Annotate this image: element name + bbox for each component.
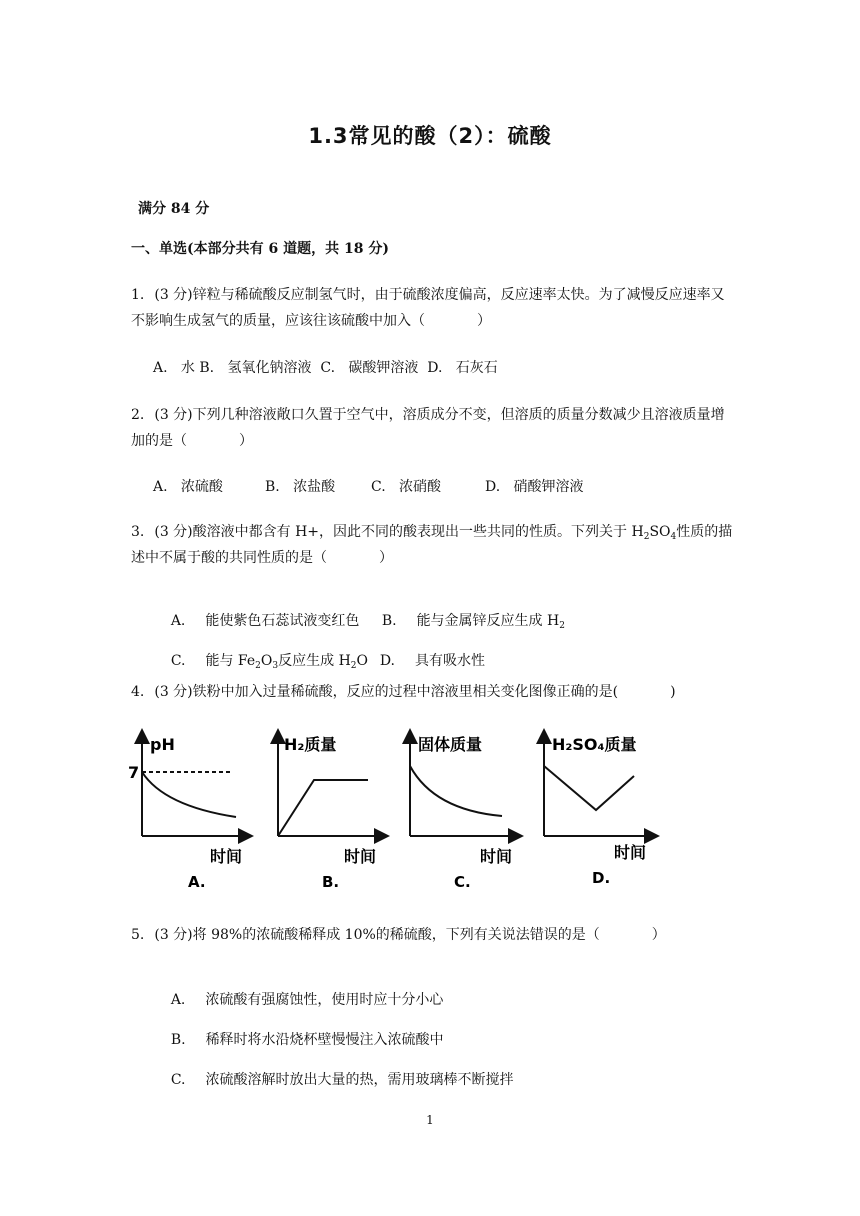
option-text: O [356, 653, 369, 669]
close-paren: ） [239, 433, 253, 449]
graph-d-xlabel: 时间 [614, 843, 647, 862]
page-title: 1.3常见的酸（2）：硫酸 [308, 124, 552, 148]
option-label: C. [170, 653, 186, 669]
close-paren: ） [379, 550, 393, 566]
option-label: A. [170, 992, 186, 1008]
question-number: 3. [131, 524, 145, 540]
option-d: D. 硝酸钾溶液 [485, 479, 584, 495]
graph-c-letter: C. [454, 873, 471, 891]
question-5 [131, 922, 733, 948]
graph-d-curve [544, 766, 634, 810]
graph-d [544, 735, 652, 887]
question-text: (3 分)锌粒与稀硫酸反应制氢气时，由于硫酸浓度偏高，反应速率太快。为了减慢反应速率又不影响生成氢气的质量，应该往该硫酸中加入（ [131, 287, 725, 329]
graph-c-ylabel: 固体质量 [418, 735, 483, 754]
subscript: 4 [670, 532, 677, 542]
subscript: 2 [350, 661, 357, 671]
option-b: B. 浓盐酸 [265, 479, 336, 495]
graph-b-ylabel: H₂质量 [284, 735, 337, 754]
graph-b-xlabel: 时间 [344, 847, 377, 866]
question-text: (3 分)酸溶液中都含有 H+，因此不同的酸表现出一些共同的性质。下列关于 H [154, 524, 644, 540]
option-text: 能与金属锌反应生成 H [416, 613, 560, 629]
graph-b-curve [278, 780, 368, 836]
option-text: 具有吸水性 [415, 653, 485, 669]
full-score: 满分 84 分 [138, 201, 210, 217]
question-number: 2. [131, 407, 145, 423]
subscript: 3 [272, 661, 279, 671]
subscript: 2 [643, 532, 650, 542]
graph-c-xlabel: 时间 [480, 847, 513, 866]
question-text: SO [649, 524, 671, 540]
question-2 [131, 402, 733, 454]
option-label: D. [379, 653, 395, 669]
graph-a [128, 735, 246, 891]
graph-a-xlabel: 时间 [210, 847, 243, 866]
option-text: 稀释时将水沿烧杯壁慢慢注入浓硫酸中 [205, 1032, 444, 1048]
graph-a-curve [142, 772, 236, 817]
graph-a-letter: A. [188, 873, 206, 891]
option-text: 反应生成 H [278, 653, 351, 669]
question-text: 性质的描述中不属于酸的共同性质的是（ [131, 524, 733, 566]
q4-graphs-figure [124, 724, 684, 894]
option-c [153, 1053, 513, 1105]
page-number: 1 [426, 1113, 434, 1127]
question-1-options: A. 水 B. 氢氧化钠溶液 C. 碳酸钾溶液 D. 石灰石 [153, 360, 498, 376]
option-label: B. [381, 613, 397, 629]
question-text: (3 分)下列几种溶液敞口久置于空气中，溶质成分不变，但溶质的质量分数减少且溶液质量增加的是（ [131, 407, 725, 449]
graph-a-ph7-mark: 7 [128, 763, 140, 782]
graph-c [410, 735, 516, 891]
graph-b [278, 735, 382, 891]
option-label: B. [170, 1032, 186, 1048]
option-label: C. [170, 1072, 186, 1088]
question-3 [131, 519, 733, 571]
graph-c-curve [410, 766, 502, 816]
option-label: A. [170, 613, 186, 629]
subscript: 2 [255, 661, 261, 671]
question-text: (3 分)将 98%的浓硫酸稀释成 10%的稀硫酸，下列有关说法错误的是（ [154, 927, 600, 943]
option-c: C. 浓硝酸 [371, 479, 442, 495]
question-1 [131, 282, 733, 334]
section-heading: 一、单选(本部分共有 6 道题，共 18 分) [131, 241, 389, 257]
close-paren: ) [670, 684, 676, 700]
option-text: O [260, 653, 273, 669]
option-text: 浓硫酸溶解时放出大量的热，需用玻璃棒不断搅拌 [205, 1072, 514, 1088]
question-number: 1. [131, 287, 145, 303]
graph-b-letter: B. [322, 873, 340, 891]
question-text: (3 分)铁粉中加入过量稀硫酸，反应的过程中溶液里相关变化图像正确的是( [154, 684, 619, 700]
graph-a-ylabel: pH [150, 735, 175, 754]
option-text: 能与 Fe [205, 653, 256, 669]
option-text: 能使紫色石蕊试液变红色 [205, 613, 360, 629]
question-4 [131, 679, 733, 705]
close-paren: ） [477, 313, 491, 329]
graph-d-ylabel: H₂SO₄质量 [552, 735, 637, 754]
question-number: 5. [131, 927, 145, 943]
graph-d-letter: D. [592, 869, 611, 887]
option-text: 浓硫酸有强腐蚀性，使用时应十分小心 [205, 992, 444, 1008]
subscript: 2 [559, 621, 565, 631]
close-paren: ） [651, 927, 666, 943]
question-number: 4. [131, 684, 145, 700]
option-a: A. 浓硫酸 [153, 479, 223, 495]
